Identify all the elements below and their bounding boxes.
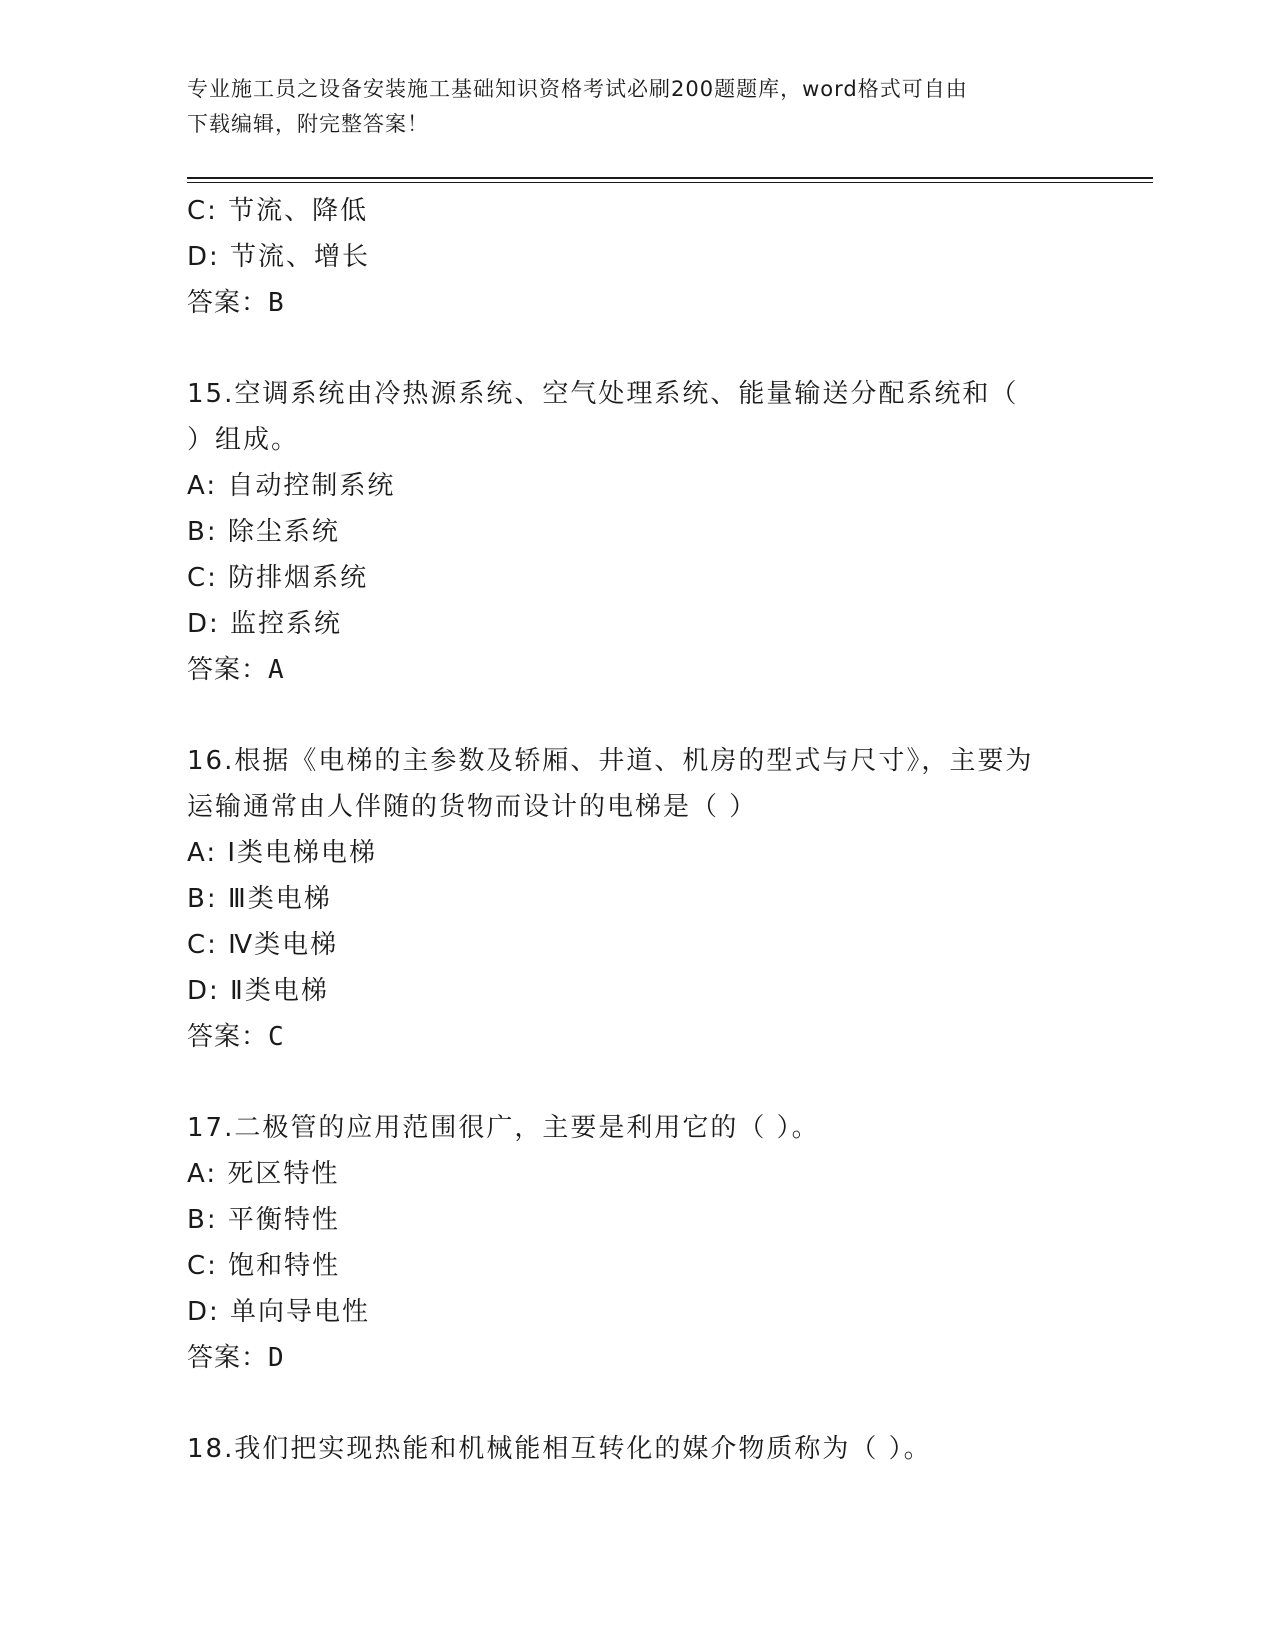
option-a: A: 死区特性 <box>187 1159 340 1189</box>
header-title-line-1: 专业施工员之设备安装施工基础知识资格考试必刷200题题库，word格式可自由 <box>187 77 968 101</box>
option-d: D: 单向导电性 <box>187 1297 371 1327</box>
option-b: B: Ⅲ类电梯 <box>187 884 332 914</box>
question-content <box>187 188 1087 1472</box>
header-divider-thick <box>187 177 1153 179</box>
option-b: B: 除尘系统 <box>187 517 340 547</box>
option-a: A: 自动控制系统 <box>187 471 396 501</box>
question-text-line: 17.二极管的应用范围很广，主要是利用它的（ ）。 <box>187 1113 820 1143</box>
header-divider-thin <box>187 182 1153 183</box>
answer-line: 答案：A <box>187 655 285 685</box>
option-d: D: 节流、增长 <box>187 242 371 272</box>
option-d: D: 监控系统 <box>187 609 343 639</box>
question-17 <box>187 1105 1087 1381</box>
question-text-line: 18.我们把实现热能和机械能相互转化的媒介物质称为（ ）。 <box>187 1434 932 1464</box>
question-text-line: 16.根据《电梯的主参数及轿厢、井道、机房的型式与尺寸》，主要为 <box>187 746 1034 776</box>
question-text-line: 运输通常由人伴随的货物而设计的电梯是（ ） <box>187 792 758 822</box>
answer-line: 答案：D <box>187 1343 285 1373</box>
option-a: A: Ⅰ类电梯电梯 <box>187 838 378 868</box>
option-b: B: 平衡特性 <box>187 1205 340 1235</box>
spacer <box>187 326 1087 371</box>
question-text-line: ）组成。 <box>187 425 300 455</box>
question-16 <box>187 738 1087 1060</box>
answer-line: 答案：B <box>187 288 285 318</box>
spacer <box>187 1381 1087 1426</box>
option-c: C: 防排烟系统 <box>187 563 369 593</box>
question-15 <box>187 371 1087 693</box>
spacer <box>187 693 1087 738</box>
option-d: D: Ⅱ类电梯 <box>187 976 329 1006</box>
header-title-line-2: 下载编辑，附完整答案！ <box>187 112 429 136</box>
question-14-tail <box>187 188 1087 326</box>
option-c: C: Ⅳ类电梯 <box>187 930 339 960</box>
spacer <box>187 1060 1087 1105</box>
option-c: C: 饱和特性 <box>187 1251 341 1281</box>
option-c: C: 节流、降低 <box>187 196 369 226</box>
question-text-line: 15.空调系统由冷热源系统、空气处理系统、能量输送分配系统和（ <box>187 379 1019 409</box>
answer-line: 答案：C <box>187 1022 285 1052</box>
question-18 <box>187 1426 1087 1472</box>
document-header <box>187 72 1087 142</box>
